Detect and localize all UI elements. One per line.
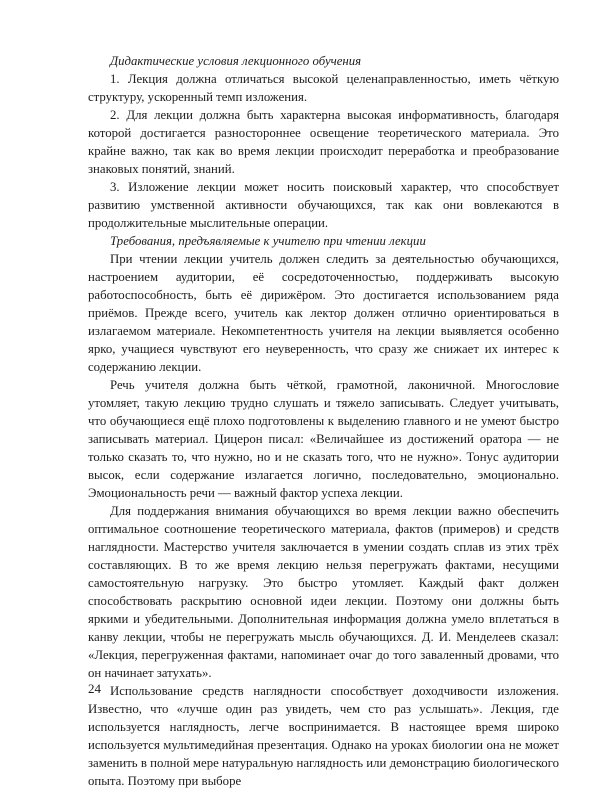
section-heading-didactic-conditions: Дидактические условия лекционного обучения [110, 54, 362, 68]
section-heading-teacher-requirements: Требования, предъявляемые к учителю при чтении лекции [110, 234, 426, 248]
paragraph: Для поддержания внимания обучающихся во время лекции важно обеспечить оптимальное соотношение теоретического материала, фактов (примеров) и средств наглядности. Мастерство учителя заключается в умении создать сплав из этих трёх составляющих. В то же время лекцию нельзя перегружать фактами, несущими самостоятельную нагрузку. Это быстро утомляет. Каждый факт должен способствовать раскрытию основной идеи лекции. Поэтому они должны быть яркими и убедительными. Дополнительная информация должна умело вплетаться в канву лекции, чтобы не перегружать мысль обучающихся. Д. И. Менделеев сказал: «Лекция, перегруженная фактами, напоминает очаг до того заваленный дровами, что он начинает затухать». [88, 504, 559, 680]
paragraph: 1. Лекция должна отличаться высокой целенаправленностью, иметь чёткую структуру, ускоренный темп изложения. [88, 72, 559, 104]
paragraph: При чтении лекции учитель должен следить за деятельностью обучающихся, настроением аудитории, её сосредоточенностью, поддерживать высокую работоспособность, быть её дирижёром. Это достигается использованием ряда приёмов. Прежде всего, учитель как лектор должен отлично ориентироваться в излагаемом материале. Некомпетентность учителя на лекции выявляется особенно ярко, учащиеся чувствуют его неуверенность, что сразу же снижает их интерес к содержанию лекции. [88, 252, 559, 374]
page-body [88, 52, 559, 790]
paragraph: 2. Для лекции должна быть характерна высокая информативность, благодаря которой достигается разностороннее освещение теоретического материала. Это крайне важно, так как во время лекции происходит переработка и преобразование знаковых понятий, знаний. [88, 108, 559, 176]
paragraph: 3. Изложение лекции может носить поисковый характер, что способствует развитию умственной активности обучающихся, так как они вовлекаются в продолжительные мыслительные операции. [88, 180, 559, 230]
page-number: 24 [88, 681, 101, 696]
paragraph: Использование средств наглядности способствует доходчивости изложения. Известно, что «лучше один раз увидеть, чем сто раз услышать». Лекция, где используется наглядность, легче воспринимается. В настоящее время широко используется мультимедийная презентация. Однако на уроках биологии она не может заменить в полной мере натуральную наглядность или демонстрацию биологического опыта. Поэтому при выборе [88, 684, 559, 788]
paragraph: Речь учителя должна быть чёткой, грамотной, лаконичной. Многословие утомляет, такую лекцию трудно слушать и тяжело записывать. Следует учитывать, что обучающиеся ещё плохо подготовлены к выделению главного и не умеют быстро записывать материал. Цицерон писал: «Величайшее из достижений оратора — не только сказать то, что нужно, но и не сказать того, что не нужно». Тонус аудитории высок, если содержание излагается логично, последовательно, эмоционально. Эмоциональность речи — важный фактор успеха лекции. [88, 378, 559, 500]
